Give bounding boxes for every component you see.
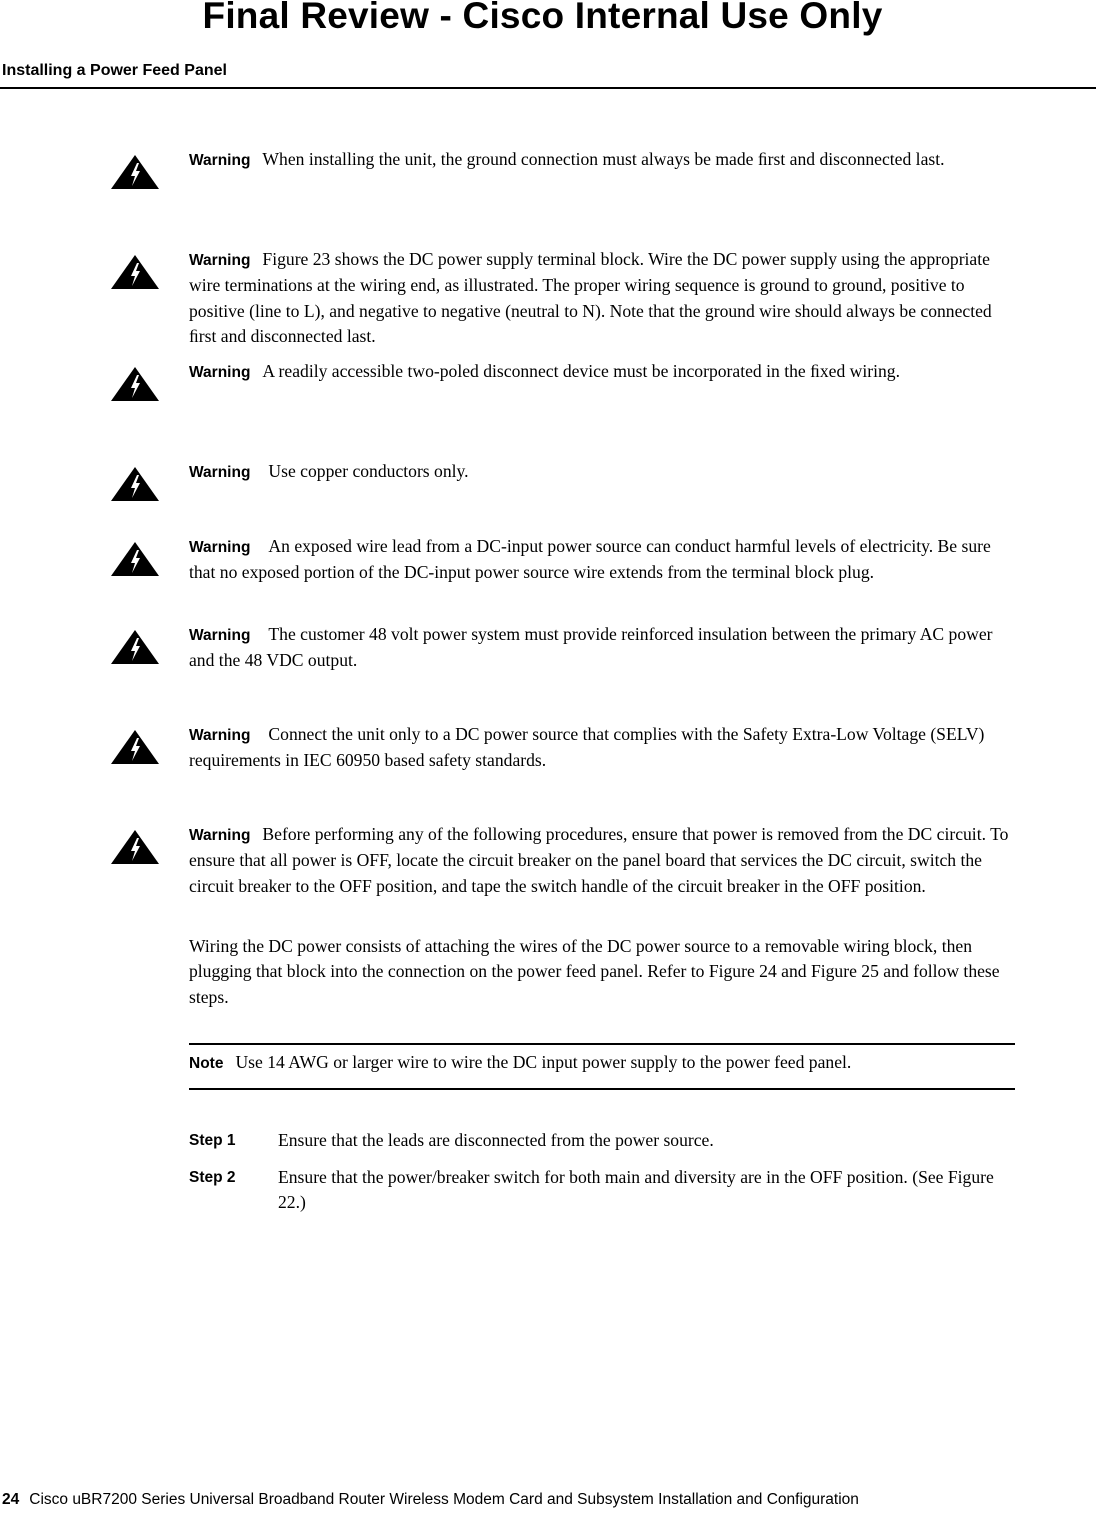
warning-7: [189, 722, 1019, 774]
warning-label: Warning: [189, 627, 251, 644]
warning-text: The customer 48 volt power system must provide reinforced insulation between the primary AC power and the 48 VDC output.: [189, 624, 993, 671]
step-1-text: Ensure that the leads are disconnected from the power source.: [278, 1130, 714, 1150]
document-title: Cisco uBR7200 Series Universal Broadband Router Wireless Modem Card and Subsystem Installation and Configuration: [29, 1491, 859, 1508]
warning-lightning-icon: [110, 729, 160, 765]
warning-label: Warning: [189, 539, 251, 556]
warning-lightning-icon: [110, 366, 160, 402]
warning-text: Before performing any of the following procedures, ensure that power is removed from the DC circuit. To ensure that all power is OFF, locate the circuit breaker on the panel board that services the DC circuit, switch the circuit breaker to the OFF position, and tape the switch handle of the circuit breaker in the OFF position.: [189, 824, 1009, 896]
warning-lightning-icon: [110, 629, 160, 665]
warning-lightning-icon: [110, 154, 160, 190]
note-rule-bottom: [189, 1088, 1015, 1090]
body-paragraph: Wiring the DC power consists of attaching the wires of the DC power source to a removable wiring block, then plugging that block into the connection on the power feed panel. Refer to Figure 24 and Figure 25 and follow these steps.: [189, 936, 1000, 1007]
warning-label: Warning: [189, 152, 251, 169]
warning-text: A readily accessible two-poled disconnect device must be incorporated in the ﬁxed wiring.: [262, 361, 901, 381]
section-title: Installing a Power Feed Panel: [2, 62, 227, 79]
page-footer: [2, 1490, 859, 1510]
warning-4: [189, 459, 1019, 485]
warning-text: Connect the unit only to a DC power source that complies with the Safety Extra-Low Voltage (SELV) requirements in IEC 60950 based safety standards.: [189, 724, 985, 771]
warning-label: Warning: [189, 464, 251, 481]
warning-text: When installing the unit, the ground connection must always be made ﬁrst and disconnected last.: [262, 149, 945, 169]
warning-label: Warning: [189, 364, 251, 381]
note-label: Note: [189, 1055, 224, 1072]
warning-text: Figure 23 shows the DC power supply terminal block. Wire the DC power supply using the appropriate wire terminations at the wiring end, as illustrated. The proper wiring sequence is ground to ground, positive to positive (line to L), and negative to negative (neutral to N). Note that the ground wire should always be connected ﬁrst and disconnected last.: [189, 249, 992, 346]
note: [189, 1050, 1019, 1076]
warning-3: [189, 359, 1019, 385]
page-banner: Final Review - Cisco Internal Use Only: [202, 0, 883, 36]
warning-text: An exposed wire lead from a DC-input power source can conduct harmful levels of electricity. Be sure that no exposed portion of the DC-input power source wire extends from the terminal block plug.: [189, 536, 991, 583]
header-rule: [0, 87, 1096, 89]
warning-lightning-icon: [110, 466, 160, 502]
warning-label: Warning: [189, 252, 251, 269]
page-number: 24: [2, 1491, 20, 1508]
warning-1: [189, 147, 1019, 173]
warning-label: Warning: [189, 727, 251, 744]
warning-lightning-icon: [110, 254, 160, 290]
note-rule-top: [189, 1043, 1015, 1045]
warning-text: Use copper conductors only.: [268, 461, 469, 481]
step-2-label: Step 2: [189, 1169, 236, 1186]
step-2-text: Ensure that the power/breaker switch for both main and diversity are in the OFF position. (See Figure 22.): [278, 1167, 994, 1213]
warning-5: [189, 534, 1019, 586]
warning-2: [189, 247, 1019, 349]
step-1-label: Step 1: [189, 1132, 236, 1149]
note-text: Use 14 AWG or larger wire to wire the DC input power supply to the power feed panel.: [235, 1052, 852, 1072]
warning-6: [189, 622, 1019, 674]
warning-label: Warning: [189, 827, 251, 844]
warning-lightning-icon: [110, 829, 160, 865]
warning-8: [189, 822, 1019, 899]
warning-lightning-icon: [110, 541, 160, 577]
